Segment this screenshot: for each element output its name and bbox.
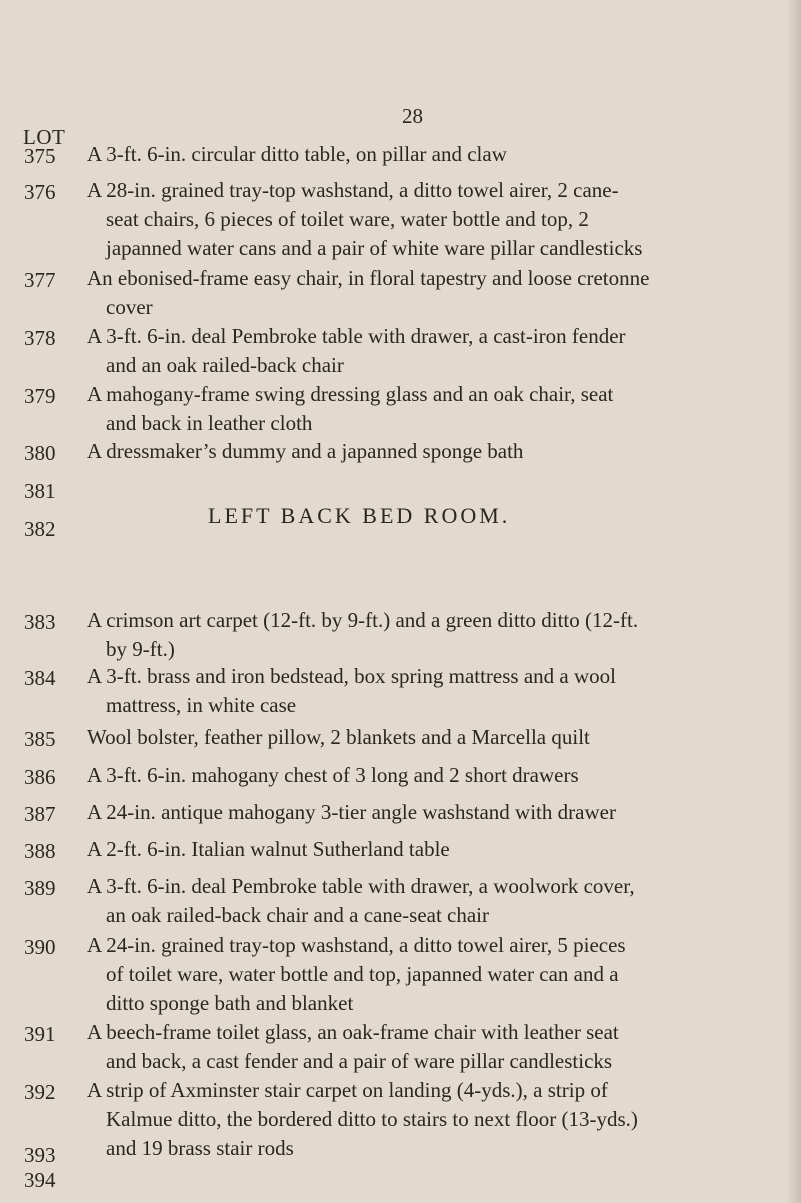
description-line: by 9-ft.) bbox=[106, 637, 175, 661]
lot-number: 383 bbox=[24, 610, 56, 634]
description-line: japanned water cans and a pair of white ware pillar candlesticks bbox=[106, 236, 643, 260]
page-edge-shadow bbox=[787, 0, 801, 1203]
lot-number: 387 bbox=[24, 802, 56, 826]
description-line: of toilet ware, water bottle and top, japanned water can and a bbox=[106, 962, 619, 986]
lot-description bbox=[87, 662, 616, 720]
lot-description bbox=[87, 322, 626, 380]
lot-description bbox=[87, 761, 579, 790]
lot-number: 384 bbox=[24, 666, 56, 690]
lot-description bbox=[87, 380, 613, 438]
lot-number: 379 bbox=[24, 384, 56, 408]
description-line: mattress, in white case bbox=[106, 693, 297, 717]
lot-number: 377 bbox=[24, 268, 56, 292]
description-line: A 2-ft. 6-in. Italian walnut Sutherland table bbox=[87, 837, 450, 861]
page-number: 28 bbox=[402, 104, 423, 128]
lot-description bbox=[87, 176, 642, 263]
description-line: A 24-in. antique mahogany 3-tier angle washstand with drawer bbox=[87, 800, 616, 824]
description-line: A crimson art carpet (12-ft. by 9-ft.) and a green ditto ditto (12-ft. bbox=[87, 608, 639, 632]
description-line: and back in leather cloth bbox=[106, 411, 313, 435]
lot-number: 389 bbox=[24, 876, 56, 900]
description-line: A strip of Axminster stair carpet on landing (4-yds.), a strip of bbox=[87, 1078, 608, 1102]
lot-number: 391 bbox=[24, 1022, 56, 1046]
lot-number: 382 bbox=[24, 517, 56, 541]
description-line: A beech-frame toilet glass, an oak-frame chair with leather seat bbox=[87, 1020, 619, 1044]
lot-description bbox=[87, 931, 626, 1018]
lot-number: 378 bbox=[24, 326, 56, 350]
description-line: and 19 brass stair rods bbox=[106, 1136, 294, 1160]
section-heading: LEFT BACK BED ROOM. bbox=[208, 503, 511, 529]
description-line: seat chairs, 6 pieces of toilet ware, water bottle and top, 2 bbox=[106, 207, 589, 231]
description-line: A mahogany-frame swing dressing glass and an oak chair, seat bbox=[87, 382, 614, 406]
lot-description bbox=[87, 835, 450, 864]
description-line: and back, a cast fender and a pair of ware pillar candlesticks bbox=[106, 1049, 613, 1073]
lot-number: 385 bbox=[24, 727, 56, 751]
description-line: an oak railed-back chair and a cane-seat chair bbox=[106, 903, 490, 927]
description-line: cover bbox=[106, 295, 153, 319]
description-line: and an oak railed-back chair bbox=[106, 353, 344, 377]
lot-number: 381 bbox=[24, 479, 56, 503]
description-line: A dressmaker’s dummy and a japanned sponge bath bbox=[87, 439, 524, 463]
lot-number: 394 bbox=[24, 1168, 56, 1192]
description-line: A 3-ft. 6-in. deal Pembroke table with drawer, a woolwork cover, bbox=[87, 874, 635, 898]
lot-description bbox=[87, 437, 523, 466]
description-line: An ebonised-frame easy chair, in floral tapestry and loose cretonne bbox=[87, 266, 650, 290]
lot-number: 388 bbox=[24, 839, 56, 863]
lot-description bbox=[87, 606, 638, 664]
description-line: A 3-ft. 6-in. circular ditto table, on pillar and claw bbox=[87, 142, 507, 166]
description-line: A 24-in. grained tray-top washstand, a ditto towel airer, 5 pieces bbox=[87, 933, 626, 957]
lot-number: 386 bbox=[24, 765, 56, 789]
lot-description bbox=[87, 264, 649, 322]
description-line: Wool bolster, feather pillow, 2 blankets and a Marcella quilt bbox=[87, 725, 590, 749]
lot-description bbox=[87, 723, 590, 752]
description-line: A 3-ft. brass and iron bedstead, box spring mattress and a wool bbox=[87, 664, 616, 688]
description-line: A 3-ft. 6-in. mahogany chest of 3 long and 2 short drawers bbox=[87, 763, 579, 787]
lot-number: 376 bbox=[24, 180, 56, 204]
description-line: A 3-ft. 6-in. deal Pembroke table with drawer, a cast-iron fender bbox=[87, 324, 626, 348]
lot-description bbox=[87, 798, 616, 827]
lot-column-header: LOT bbox=[23, 125, 66, 149]
lot-description bbox=[87, 872, 635, 930]
description-line: ditto sponge bath and blanket bbox=[106, 991, 354, 1015]
lot-number: 392 bbox=[24, 1080, 56, 1104]
lot-description bbox=[87, 1018, 619, 1076]
lot-number: 390 bbox=[24, 935, 56, 959]
lot-description bbox=[87, 140, 507, 169]
lot-number: 393 bbox=[24, 1143, 56, 1167]
description-line: A 28-in. grained tray-top washstand, a ditto towel airer, 2 cane- bbox=[87, 178, 619, 202]
description-line: Kalmue ditto, the bordered ditto to stairs to next floor (13-yds.) bbox=[106, 1107, 638, 1131]
lot-number: 380 bbox=[24, 441, 56, 465]
lot-number: 375 bbox=[24, 144, 56, 168]
lot-description bbox=[87, 1076, 638, 1163]
